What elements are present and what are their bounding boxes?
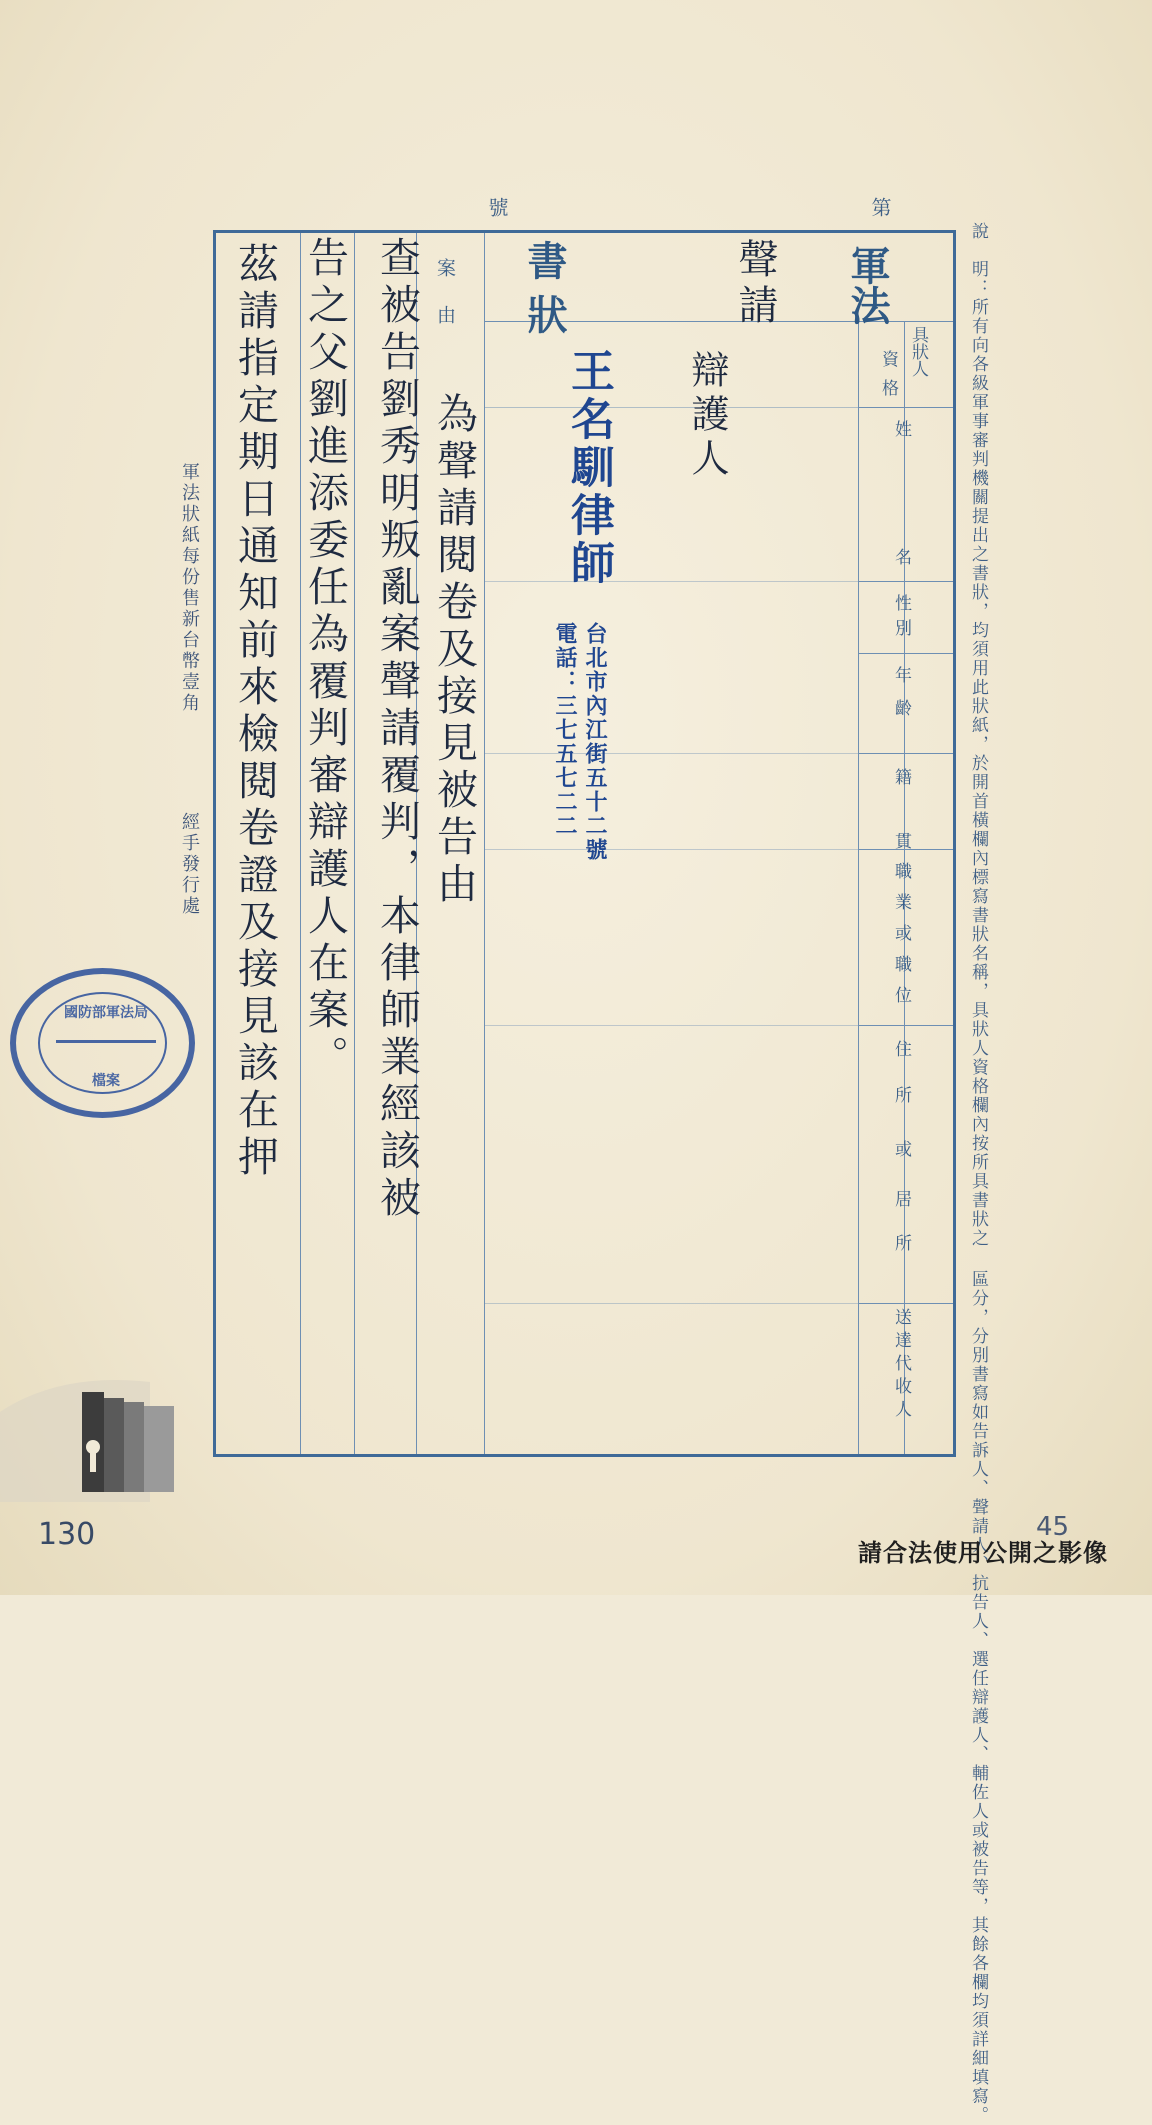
lawyer-stamp-name: 王名馴律師 bbox=[563, 348, 614, 588]
document-type-handwritten: 聲請 bbox=[732, 238, 778, 330]
page-number: 130 bbox=[38, 1517, 96, 1552]
field-origin-1: 籍 bbox=[891, 768, 911, 785]
field-residence-2: 所 bbox=[891, 1086, 911, 1103]
usage-notice: 請合法使用公開之影像 bbox=[858, 1539, 1108, 1567]
lawyer-stamp-address: 台北市內江街五十二號 bbox=[582, 622, 608, 862]
archive-seal-top-text: 國防部軍法局 bbox=[64, 1005, 148, 1021]
case-text: 為聲請閱卷及接見被告由 bbox=[430, 392, 478, 909]
archive-seal bbox=[10, 968, 195, 1118]
archive-seal-bottom-text: 檔案 bbox=[92, 1073, 120, 1089]
form-title: 軍法 bbox=[844, 245, 891, 325]
body-line-1: 查被告劉秀明叛亂案聲請覆判，本律師業經該被 bbox=[373, 236, 421, 1223]
hao-label: 號 bbox=[485, 197, 509, 217]
field-gender: 性別 bbox=[891, 594, 911, 644]
lawyer-stamp-phone: 電話：三七五七二二 bbox=[552, 622, 578, 838]
case-label: 案由 bbox=[434, 258, 456, 352]
field-delivery-agent: 送達代收人 bbox=[891, 1308, 911, 1423]
document-suffix-handwritten: 辯護人 bbox=[685, 350, 729, 482]
archive-books-icon bbox=[0, 1372, 205, 1502]
qualification-label: 資格 bbox=[878, 350, 898, 408]
field-residence-1: 住 bbox=[891, 1040, 911, 1057]
field-origin-2: 貫 bbox=[891, 832, 911, 849]
field-name: 名 bbox=[891, 548, 911, 565]
explanation-note bbox=[962, 222, 994, 2125]
applicant-label: 具狀人 bbox=[908, 326, 928, 377]
body-line-3: 茲請指定期日通知前來檢閱卷證及接見該在押 bbox=[231, 242, 279, 1182]
field-residence-4: 居 bbox=[891, 1190, 911, 1207]
price-note: 軍法狀紙每份售新台幣壹角 bbox=[179, 462, 200, 714]
field-occupation: 職業或職位 bbox=[891, 862, 911, 1017]
explanation-line-2: 區分，分別書寫如告訴人、聲請人、抗告人、選任辯護人、輔佐人或被告等，其餘各欄均須詳細填寫。 bbox=[968, 1270, 988, 2125]
field-residence-3: 或 bbox=[891, 1140, 911, 1157]
field-residence-5: 所 bbox=[891, 1234, 911, 1251]
field-surname: 姓 bbox=[891, 420, 911, 437]
explanation-line-1: 說 明：所有向各級軍事審判機關提出之書狀，均須用此狀紙，於開首橫欄內標寫書狀名稱，具狀人資格欄內按所具書狀之 bbox=[968, 222, 988, 1248]
handwritten-number: 45 bbox=[1036, 1512, 1070, 1542]
number-label: 第 bbox=[868, 197, 892, 217]
field-age: 年齡 bbox=[891, 666, 911, 732]
document-type-printed: 書狀 bbox=[521, 240, 568, 348]
issuer-note: 經手發行處 bbox=[179, 812, 200, 917]
body-line-2: 告之父劉進添委任為覆判審辯護人在案。 bbox=[301, 236, 349, 1082]
